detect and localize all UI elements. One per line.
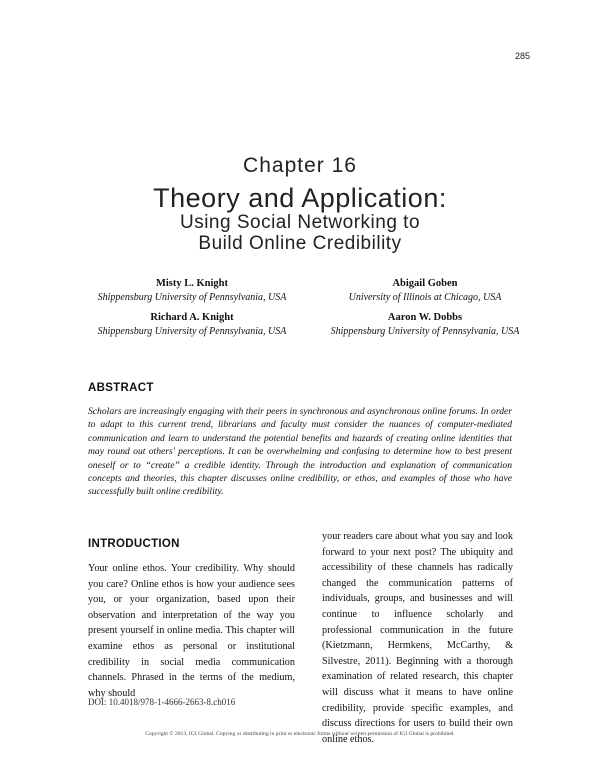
author-affiliation: Shippensburg University of Pennsylvania, USA bbox=[97, 326, 287, 337]
chapter-title: Theory and Application: bbox=[153, 183, 447, 213]
introduction-column-1: Your online ethos. Your credibility. Why should you care? Online ethos is how your audience sees you, or your organization, based upon their observation and interpretation of the way you present yourself in online media. This chapter will examine ethos as personal or institutional credibility in social media communication channels. Phrased in the terms of the medium, why should bbox=[88, 563, 295, 699]
author-name: Richard A. Knight bbox=[150, 312, 234, 323]
chapter-label: Chapter 16 bbox=[243, 154, 357, 177]
abstract-text: Scholars are increasingly engaging with their peers in synchronous and asynchronous online forums. In order to adapt to this current trend, librarians and faculty must consider the nuances of computer-mediated communication and learn to understand the potential benefits and hazards of creating online identities that may round out others' perceptions. It can be overwhelming and confusing to determine how to best present oneself or to “create” a credible identity. Through the introduction and explanation of communication concepts and theories, this chapter discusses online credibility, or ethos, and examples of those who have successfully built online credibility. bbox=[88, 406, 512, 498]
author-affiliation: Shippensburg University of Pennsylvania, USA bbox=[330, 326, 520, 337]
chapter-subtitle-line-1: Using Social Networking to bbox=[179, 212, 421, 233]
introduction-heading: INTRODUCTION bbox=[88, 538, 180, 550]
introduction-column-2: your readers care about what you say and look forward to your next post? The ubiquity and accessibility of these channels has radically changed the communication patterns of individuals, groups, and businesses and will continue to influence scholarly and professional communication in the future (Kietzmann, Hermkens, McCarthy, & Silvestre, 2011). Beginning with a thorough examination of related research, this chapter will discuss what it means to have online credibility, provide specific examples, and discuss directions for users to build their own online ethos. bbox=[322, 531, 513, 745]
author-block bbox=[300, 311, 550, 339]
author-name: Misty L. Knight bbox=[155, 278, 229, 289]
author-affiliation: Shippensburg University of Pennsylvania, USA bbox=[97, 292, 287, 303]
author-block bbox=[67, 311, 317, 339]
copyright-footer: Copyright © 2013, IGI Global. Copying or distributing in print or electronic forms without written permission of IGI Global is prohibited. bbox=[145, 731, 455, 737]
abstract-heading: ABSTRACT bbox=[88, 382, 154, 394]
doi-line: DOI: 10.4018/978-1-4666-2663-8.ch016 bbox=[88, 697, 236, 707]
page-number: 285 bbox=[514, 51, 530, 61]
author-block bbox=[300, 277, 550, 305]
author-affiliation: University of Illinois at Chicago, USA bbox=[348, 292, 502, 303]
author-name: Aaron W. Dobbs bbox=[387, 312, 463, 323]
chapter-subtitle-line-2: Build Online Credibility bbox=[198, 233, 402, 254]
author-block bbox=[67, 277, 317, 305]
author-name: Abigail Goben bbox=[392, 278, 458, 289]
